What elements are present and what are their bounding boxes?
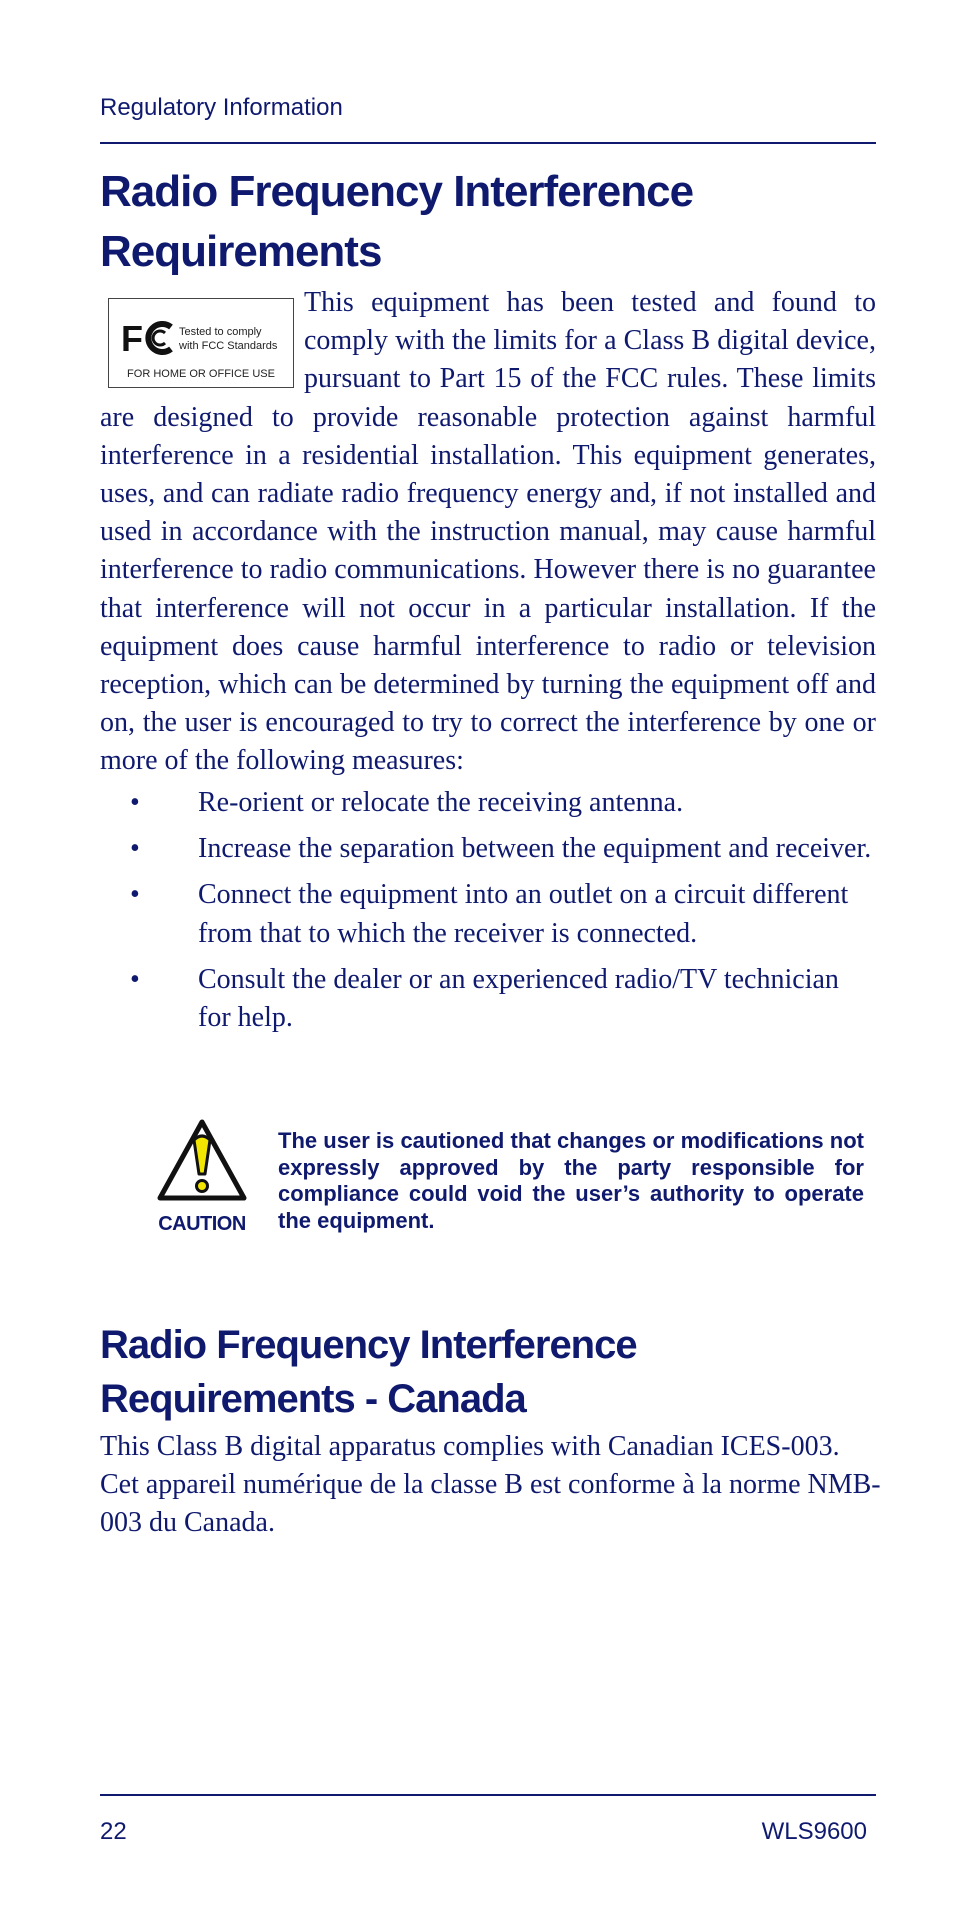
page-number: 22: [100, 1818, 127, 1845]
list-item: • Re-orient or relocate the receiving antenna.: [100, 784, 876, 822]
canada-english-line: This Class B digital apparatus complies with Canadian ICES-003.: [100, 1431, 840, 1462]
list-item: • Increase the separation between the equipment and receiver.: [100, 830, 876, 868]
canada-section-heading: Radio Frequency Interference Requirements - Canada: [100, 1323, 637, 1421]
fcc-logo-icon: [121, 321, 175, 355]
fcc-section-heading: Radio Frequency Interference Requirements: [100, 167, 694, 276]
canada-french-line: Cet appareil numérique de la classe B est conforme à la norme NMB-003 du Canada.: [100, 1469, 881, 1539]
measures-list: [100, 784, 876, 1045]
fcc-paragraph: This equipment has been tested and found to comply with the limits for a Class B digital device, pursuant to Part 15 of the FCC rules. These limits are designed to provide reasonable protection against harmful interference in a residential installation. This equipment generates, uses, and can radiate radio frequency energy and, if not installed and used in accordance with the instruction manual, may cause harmful interference to radio communications. However there is no guarantee that interference will not occur in a particular installation. If the equipment does cause harmful interference to radio or television reception, which can be determined by turning the equipment off and on, the user is encouraged to try to correct the interference by one or more of the following measures:: [100, 287, 876, 777]
list-item: • Consult the dealer or an experienced radio/TV technician for help.: [100, 961, 876, 1037]
product-name: WLS9600: [761, 1818, 867, 1845]
caution-text: The user is cautioned that changes or modifications not expressly approved by the party responsible for compliance could void the user’s authority to operate the equipment.: [278, 1128, 864, 1233]
bullet-icon: •: [130, 787, 140, 818]
bullet-icon: •: [130, 833, 140, 865]
footer-rule: [100, 1794, 876, 1796]
canada-body: [100, 1428, 890, 1543]
fcc-tested-text: Tested to comply with FCC Standards: [179, 326, 278, 352]
bullet-icon: •: [130, 879, 140, 911]
running-header: Regulatory Information: [100, 94, 343, 121]
warning-triangle-icon: [156, 1118, 248, 1204]
caution-label: CAUTION: [158, 1213, 246, 1235]
fcc-home-office-text: FOR HOME OR OFFICE USE: [127, 368, 275, 380]
bullet-icon: •: [130, 963, 140, 995]
svg-text:F: F: [121, 321, 139, 355]
header-rule: [100, 142, 876, 144]
list-item: • Connect the equipment into an outlet on a circuit different from that to which the receiver is connected.: [100, 876, 876, 952]
fcc-body: [100, 284, 876, 781]
fcc-compliance-logo: [108, 298, 294, 388]
